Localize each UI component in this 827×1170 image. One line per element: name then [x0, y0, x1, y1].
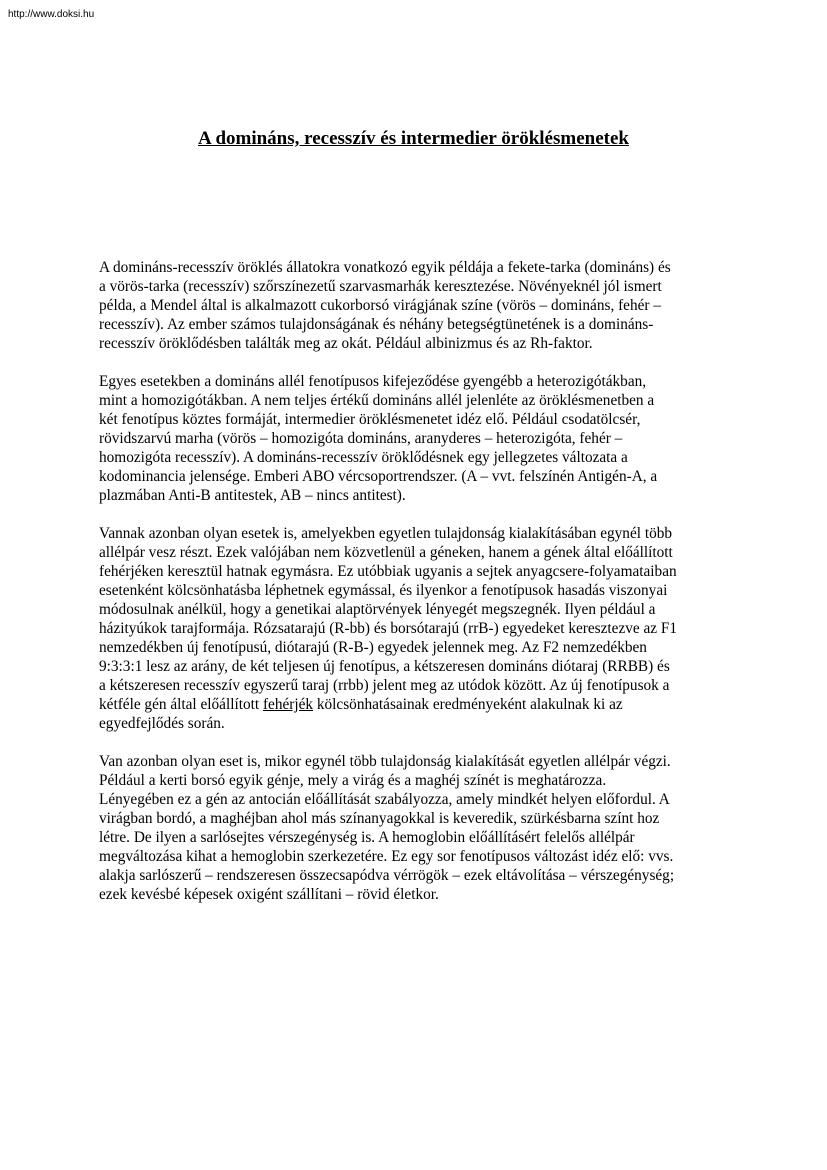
text-line: Van azonban olyan eset is, mikor egynél több tulajdonság kialakítását egyetlen allélpár végzi.: [99, 753, 671, 770]
text-line: ezek kevésbé képesek oxigént szállítani – rövid életkor.: [99, 886, 439, 903]
text-line: nemzedékben új fenotípusú, diótarajú (R-B-) egyedek jelennek meg. Az F2 nemzedékben: [99, 639, 647, 656]
site-url[interactable]: http://www.doksi.hu: [8, 9, 95, 20]
document-body: [99, 258, 735, 923]
text-line: a kétszeresen recesszív egyszerű taraj (rrbb) jelent meg az utódok között. Az új fenotípusok a: [99, 677, 670, 694]
text-line: virágban bordó, a maghéjban ahol más színanyagokkal is keveredik, szürkésbarna színt hoz: [99, 810, 660, 827]
text-line: allélpár vesz részt. Ezek valójában nem közvetlenül a géneken, hanem a gének által előállított: [99, 544, 673, 561]
text-line: egyedfejlődés során.: [99, 715, 225, 732]
text-line: rövidszarvú marha (vörös – homozigóta domináns, aranyderes – heterozigóta, fehér –: [99, 430, 623, 447]
text-line: módosulnak anélkül, hogy a genetikai alaptörvények lényegét megszegnék. Ilyen például a: [99, 601, 656, 618]
text-fragment: kétféle gén által előállított: [99, 696, 263, 713]
text-line-with-link: [99, 695, 735, 714]
text-line: plazmában Anti-B antitestek, AB – nincs antitest).: [99, 487, 406, 504]
text-line: kodominancia jelensége. Emberi ABO vércsoportrendszer. (A – vvt. felszínén Antigén-A, a: [99, 468, 658, 485]
text-line: Egyes esetekben a domináns allél fenotípusos kifejeződése gyengébb a heterozigótákban,: [99, 373, 647, 390]
text-line: a vörös-tarka (recesszív) szőrszínezetű szarvasmarhák keresztezése. Növényeknél jól ismert: [99, 278, 662, 295]
paragraph-gene-interaction: [99, 524, 735, 733]
text-line: esetenként kölcsönhatásba léphetnek egymással, és ilyenkor a fenotípusok hasadás viszonyai: [99, 582, 668, 599]
text-line: recesszív öröklődésben találták meg az okát. Például albinizmus és az Rh-faktor.: [99, 335, 593, 352]
text-line: homozigóta recesszív). A domináns-recesszív öröklődésnek egy jellegzetes változata a: [99, 449, 628, 466]
text-line: alakja sarlószerű – rendszeresen összecsapódva vérrögök – ezek eltávolítása – vérszegénység;: [99, 867, 675, 884]
text-line: példa, a Mendel által is alkalmazott cukorborsó virágjának színe (vörös – domináns, fehér –: [99, 297, 661, 314]
text-line: Vannak azonban olyan esetek is, amelyekben egyetlen tulajdonság kialakításában egynél több: [99, 525, 673, 542]
text-line: mint a homozigótákban. A nem teljes értékű domináns allél jelenléte az öröklésmenetben a: [99, 392, 655, 409]
fehérjék-link[interactable]: fehérjék: [262, 696, 314, 713]
text-line: házityúkok tarajformája. Rózsatarajú (R-bb) és borsótarajú (rrB-) egyedeket keresztezve az F1: [99, 620, 678, 637]
paragraph-pleiotropy: [99, 752, 735, 904]
text-line: Lényegében ez a gén az antocián előállítását szabályozza, amely mindkét helyen előfordul. A: [99, 791, 670, 808]
text-line: megváltozása kihat a hemoglobin szerkezetére. Ez egy sor fenotípusos változást idéz elő: vvs.: [99, 848, 674, 865]
text-line: fehérjéken keresztül hatnak egymásra. Ez utóbbiak ugyanis a sejtek anyagcsere-folyamataiban: [99, 563, 677, 580]
text-line: 9:3:3:1 lesz az arány, de két teljesen új fenotípus, a kétszeresen domináns diótaraj (RRBB) és: [99, 658, 670, 675]
paragraph-dominant-recessive: [99, 258, 735, 353]
text-line: Például a kerti borsó egyik génje, mely a virág és a maghéj színét is meghatározza.: [99, 772, 607, 789]
page-title: A domináns, recesszív és intermedier öröklésmenetek: [198, 128, 629, 149]
text-line: két fenotípus köztes formáját, intermedier öröklésmenetet idéz elő. Például csodatölcsér,: [99, 411, 641, 428]
text-fragment: kölcsönhatásainak eredményeként alakulnak ki az: [313, 696, 623, 713]
text-line: A domináns-recesszív öröklés állatokra vonatkozó egyik példája a fekete-tarka (domináns) és: [99, 259, 671, 276]
text-line: recesszív). Az ember számos tulajdonságának és néhány betegségtünetének is a domináns-: [99, 316, 654, 333]
paragraph-intermediate: [99, 372, 735, 505]
text-line: létre. De ilyen a sarlósejtes vérszegénység is. A hemoglobin előállításért felelős allélpár: [99, 829, 635, 846]
